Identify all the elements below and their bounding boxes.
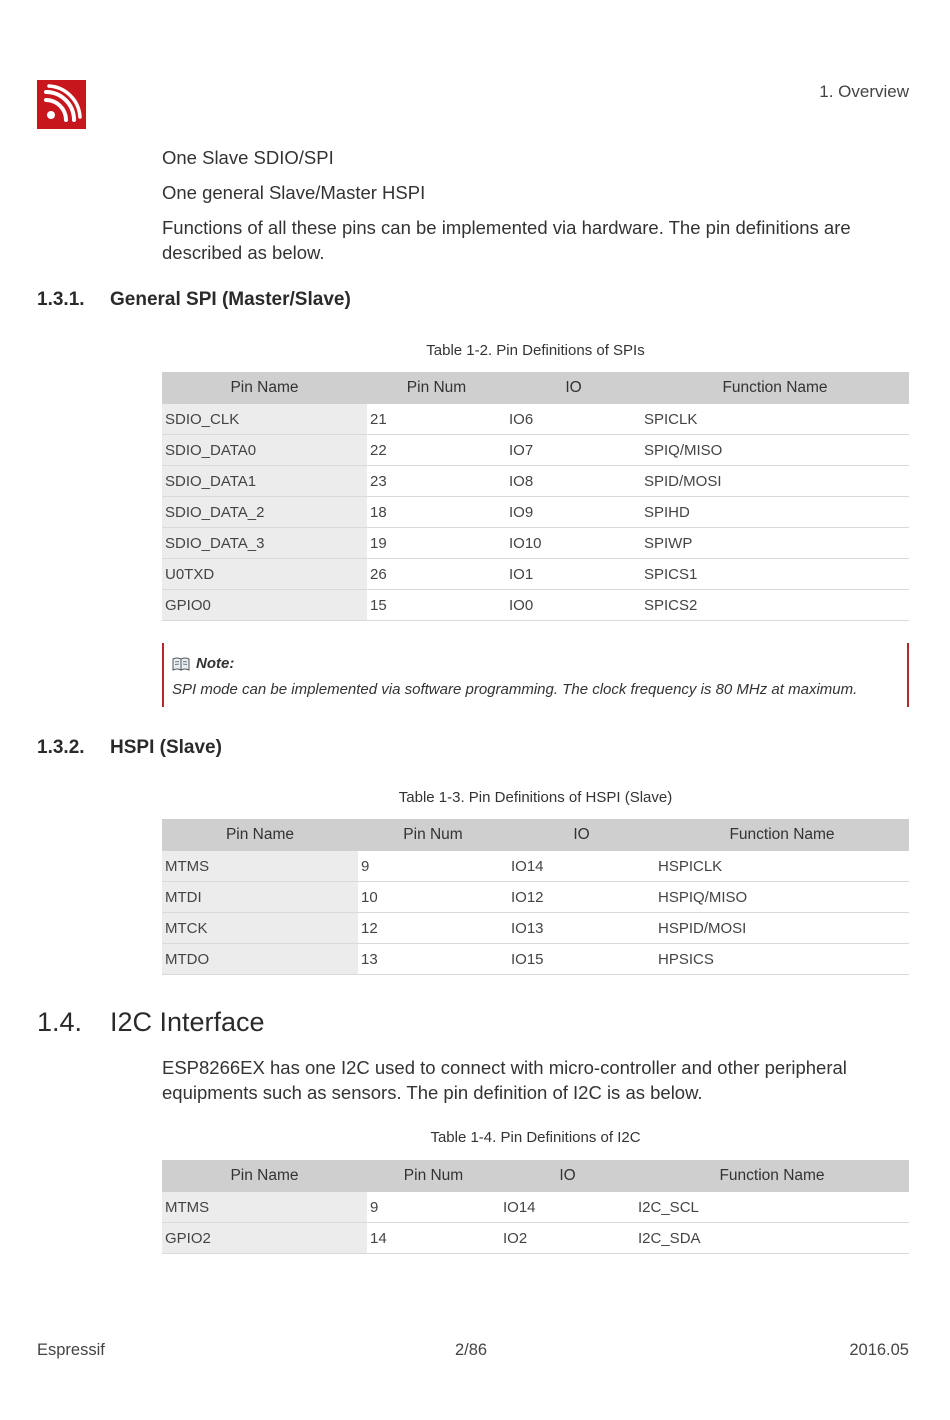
table-cell: 26 bbox=[367, 559, 506, 590]
table-cell: 18 bbox=[367, 497, 506, 528]
intro-line-1: One Slave SDIO/SPI bbox=[162, 147, 334, 168]
section-number: 1.3.2. bbox=[37, 737, 85, 758]
table-cell: 13 bbox=[358, 944, 508, 975]
page-number: 2/86 bbox=[455, 1341, 488, 1359]
section-header: 1. Overview bbox=[819, 82, 909, 101]
table-cell: SDIO_DATA1 bbox=[162, 466, 367, 497]
table-cell: HSPIQ/MISO bbox=[655, 882, 909, 913]
book-icon bbox=[172, 657, 190, 671]
table-cell: MTDO bbox=[162, 944, 358, 975]
hspi-pin-table bbox=[162, 819, 909, 975]
table-row bbox=[162, 528, 909, 559]
col-header: Function Name bbox=[655, 819, 909, 851]
table-cell: SDIO_DATA_3 bbox=[162, 528, 367, 559]
col-header: Pin Name bbox=[162, 819, 358, 851]
table-cell: IO12 bbox=[508, 882, 655, 913]
table-cell: 12 bbox=[358, 913, 508, 944]
table-cell: MTMS bbox=[162, 851, 358, 882]
spi-pin-table bbox=[162, 372, 909, 621]
footer-date: 2016.05 bbox=[849, 1341, 909, 1359]
table-row bbox=[162, 497, 909, 528]
table-cell: SPICS1 bbox=[641, 559, 909, 590]
table-cell: SDIO_DATA0 bbox=[162, 435, 367, 466]
table-cell: HPSICS bbox=[655, 944, 909, 975]
table-cell: IO14 bbox=[500, 1192, 635, 1223]
table-cell: IO0 bbox=[506, 590, 641, 621]
table-row bbox=[162, 559, 909, 590]
table-cell: GPIO2 bbox=[162, 1223, 367, 1254]
table-cell: SPIQ/MISO bbox=[641, 435, 909, 466]
table-cell: IO6 bbox=[506, 404, 641, 435]
table-row bbox=[162, 466, 909, 497]
i2c-paragraph: ESP8266EX has one I2C used to connect with micro-controller and other peripheral equipments such as sensors. The pin definition of I2C is as below. bbox=[162, 1057, 847, 1103]
table-cell: IO8 bbox=[506, 466, 641, 497]
note-text: SPI mode can be implemented via software programming. The clock frequency is 80 MHz at maximum. bbox=[172, 681, 858, 698]
table-caption: Table 1-3. Pin Definitions of HSPI (Slave) bbox=[398, 789, 673, 806]
table-caption: Table 1-4. Pin Definitions of I2C bbox=[430, 1129, 641, 1146]
table-row bbox=[162, 1192, 909, 1223]
section-title: I2C Interface bbox=[110, 1007, 265, 1037]
col-header: Pin Name bbox=[162, 372, 367, 404]
table-cell: U0TXD bbox=[162, 559, 367, 590]
section-number: 1.3.1. bbox=[37, 289, 85, 310]
table-cell: 9 bbox=[358, 851, 508, 882]
table-caption: Table 1-2. Pin Definitions of SPIs bbox=[426, 342, 645, 359]
table-cell: 21 bbox=[367, 404, 506, 435]
table-cell: MTCK bbox=[162, 913, 358, 944]
espressif-logo-icon bbox=[37, 80, 86, 129]
intro-paragraph: Functions of all these pins can be implemented via hardware. The pin definitions are described as below. bbox=[162, 217, 851, 263]
table-cell: IO7 bbox=[506, 435, 641, 466]
col-header: Function Name bbox=[635, 1160, 909, 1192]
table-cell: IO9 bbox=[506, 497, 641, 528]
table-cell: IO10 bbox=[506, 528, 641, 559]
table-row bbox=[162, 1223, 909, 1254]
section-number: 1.4. bbox=[37, 1007, 83, 1037]
table-cell: SPID/MOSI bbox=[641, 466, 909, 497]
table-cell: IO13 bbox=[508, 913, 655, 944]
table-cell: IO2 bbox=[500, 1223, 635, 1254]
col-header: Function Name bbox=[641, 372, 909, 404]
table-cell: IO1 bbox=[506, 559, 641, 590]
table-cell: SPIHD bbox=[641, 497, 909, 528]
note-title: Note: bbox=[196, 655, 235, 672]
table-cell: 15 bbox=[367, 590, 506, 621]
table-cell: HSPICLK bbox=[655, 851, 909, 882]
table-cell: MTDI bbox=[162, 882, 358, 913]
col-header: IO bbox=[508, 819, 655, 851]
footer-company: Espressif bbox=[37, 1341, 105, 1359]
col-header: IO bbox=[500, 1160, 635, 1192]
table-cell: 10 bbox=[358, 882, 508, 913]
col-header: IO bbox=[506, 372, 641, 404]
i2c-pin-table bbox=[162, 1160, 909, 1254]
table-cell: 23 bbox=[367, 466, 506, 497]
table-row bbox=[162, 404, 909, 435]
table-cell: SDIO_DATA_2 bbox=[162, 497, 367, 528]
col-header: Pin Name bbox=[162, 1160, 367, 1192]
table-cell: 9 bbox=[367, 1192, 500, 1223]
intro-line-2: One general Slave/Master HSPI bbox=[162, 182, 426, 203]
table-cell: IO14 bbox=[508, 851, 655, 882]
table-cell: SPIWP bbox=[641, 528, 909, 559]
table-cell: 14 bbox=[367, 1223, 500, 1254]
table-cell: 22 bbox=[367, 435, 506, 466]
table-cell: I2C_SDA bbox=[635, 1223, 909, 1254]
note-box bbox=[162, 643, 909, 707]
table-cell: SPICS2 bbox=[641, 590, 909, 621]
section-title: General SPI (Master/Slave) bbox=[110, 289, 351, 310]
table-cell: HSPID/MOSI bbox=[655, 913, 909, 944]
table-cell: SPICLK bbox=[641, 404, 909, 435]
table-row bbox=[162, 882, 909, 913]
section-title: HSPI (Slave) bbox=[110, 737, 222, 758]
col-header: Pin Num bbox=[367, 372, 506, 404]
note-header bbox=[172, 655, 234, 672]
table-cell: IO15 bbox=[508, 944, 655, 975]
table-row bbox=[162, 851, 909, 882]
table-cell: I2C_SCL bbox=[635, 1192, 909, 1223]
table-cell: SDIO_CLK bbox=[162, 404, 367, 435]
table-row bbox=[162, 590, 909, 621]
col-header: Pin Num bbox=[367, 1160, 500, 1192]
table-row bbox=[162, 913, 909, 944]
table-cell: 19 bbox=[367, 528, 506, 559]
table-row bbox=[162, 944, 909, 975]
col-header: Pin Num bbox=[358, 819, 508, 851]
table-cell: MTMS bbox=[162, 1192, 367, 1223]
table-cell: GPIO0 bbox=[162, 590, 367, 621]
table-row bbox=[162, 435, 909, 466]
